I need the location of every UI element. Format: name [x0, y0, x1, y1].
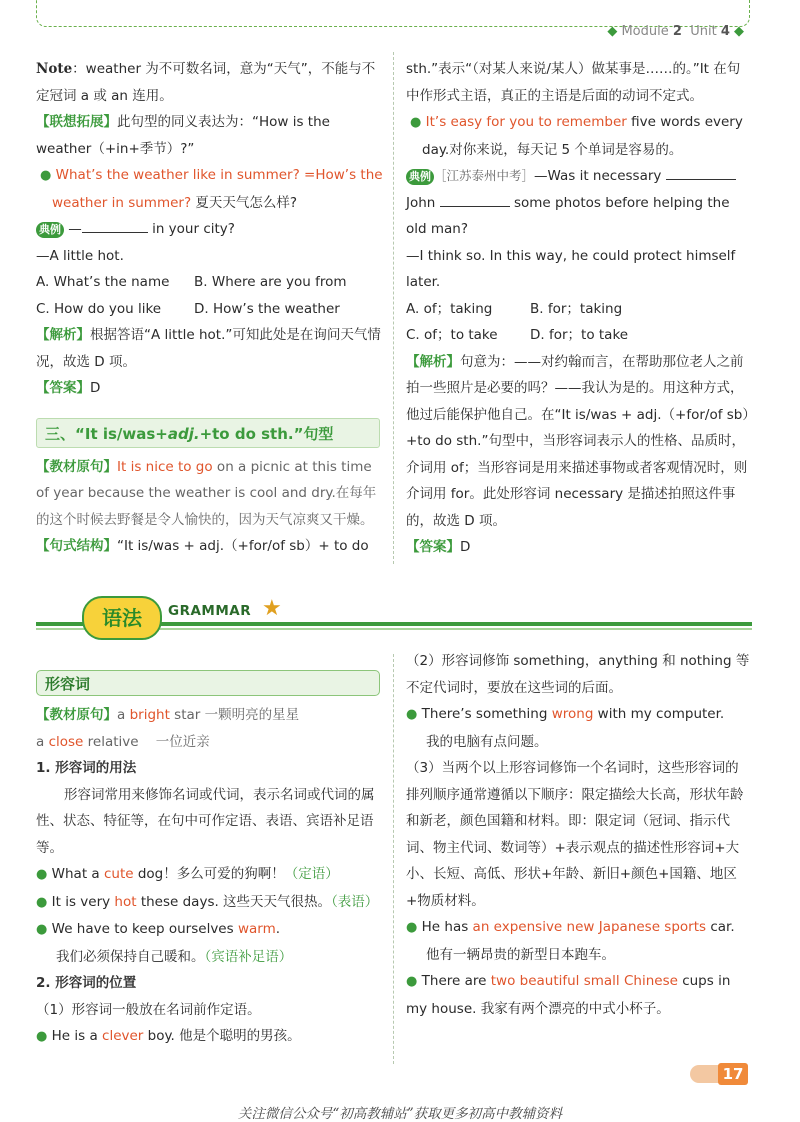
- adj-example-3: ● We have to keep ourselves warm.: [36, 921, 281, 937]
- page-number: 17: [718, 1063, 748, 1085]
- adj-example-6-cn: 他有一辆昂贵的新型日本跑车。: [426, 946, 615, 963]
- adj-textbook-2: a close relative 一位近亲: [36, 733, 210, 750]
- example-answer: —A little hot.: [36, 247, 124, 264]
- adj-position-title: 2. 形容词的位置: [36, 975, 137, 991]
- right-column-grammar: [406, 648, 752, 1022]
- exam-answer: 【答案】D: [406, 539, 471, 555]
- grammar-word: GRAMMAR: [168, 603, 252, 619]
- right-column-top: [406, 56, 752, 561]
- options-ab: A. What’s the name B. Where are you from: [36, 274, 347, 290]
- adj-example-5-cn: 我的电脑有点问题。: [426, 733, 548, 750]
- analysis: 【解析】根据答语“A little hot.”可知此处是在询问天气情况，故选 D 项。: [36, 327, 381, 370]
- column-divider-lower: [393, 654, 394, 1064]
- column-divider: [393, 52, 394, 564]
- page-number-badge: [690, 1063, 752, 1085]
- adj-textbook-1: 【教材原句】a bright star 一颗明亮的星星: [36, 707, 300, 723]
- module-unit-header: ◆ Module 2 Unit 4 ◆: [607, 24, 744, 39]
- assoc-example: ● What’s the weather like in summer? =How’s the weather in summer? 夏天天气怎么样?: [40, 167, 383, 211]
- adj-example-3-cn: 我们必须保持自己暖和。（宾语补足语）: [56, 948, 293, 965]
- left-column-grammar: [36, 668, 384, 1051]
- adj-position-1: （1）形容词一般放在名词前作定语。: [36, 1001, 261, 1018]
- adj-position-3: （3）当两个以上形容词修饰一个名词时，这些形容词的排列顺序通常遵循以下顺序：限定描绘大长高，形状年龄和新老，颜色国籍和材料。即：限定词（冠词、指示代词、物主代词、数词等）+表示观点的描述性形容词+大小、长短、高低、形状+年龄、新旧+颜色+国籍、地区+物质材料。: [406, 760, 744, 909]
- answer: 【答案】D: [36, 380, 101, 396]
- section3-textbook-sentence: 【教材原句】It is nice to go on a picnic at this time of year because the weather is cool and dry.在每年的这个时候去野餐是令人愉快的，因为天气凉爽又干燥。: [36, 458, 377, 528]
- exam-question: 典例 ［江苏泰州中考］—Was it necessary John some photos before helping the old man?: [406, 163, 752, 243]
- adj-example-2: ● It is very hot these days. 这些天天气很热。（表语）: [36, 893, 379, 910]
- structure-continued: sth.”表示“（对某人来说/某人）做某事是……的。”It 在句中作形式主语，真正的主语是后面的动词不定式。: [406, 61, 741, 104]
- exam-options-ab: A. of；taking B. for；taking: [406, 300, 623, 317]
- grammar-banner: [36, 592, 752, 642]
- example-question: 典例 — in your city?: [36, 216, 384, 243]
- section3-structure: 【句式结构】“It is/was + adj.（+for/of sb）+ to do: [36, 538, 369, 554]
- note-paragraph: Note：weather 为不可数名词，意为“天气”，不能与不定冠词 a 或 an 连用。: [36, 61, 376, 104]
- adj-example-7: ● There are two beautiful small Chinese cups in my house. 我家有两个漂亮的中式小杯子。: [406, 973, 731, 1017]
- structure-example: ● It’s easy for you to remember five words every day.对你来说，每天记 5 个单词是容易的。: [410, 114, 743, 158]
- adj-usage-text: 形容词常用来修饰名词或代词，表示名词或代词的属性、状态、特征等，在句中可作定语、表语、宾语补足语等。: [36, 786, 375, 856]
- adjective-title: 形容词: [36, 670, 380, 696]
- exam-analysis: 【解析】句意为：——对约翰而言，在帮助那位老人之前拍一些照片是必要的吗？——我认为是的。用这种方式，他过后能保护他自己。在“It is/was + adj.（+for/of sb）+to do sth.”句型中，当形容词表示人的性格、品质时，介词用 of；当形容词是用来描述事物或者客观情况时，则介词用 for。此处形容词 necessary 是描述拍照这件事的，故选 D 项。: [406, 353, 750, 529]
- section3-heading: 三、“It is/was+adj.+to do sth.”句型: [36, 418, 380, 448]
- exam-options-cd: C. of；to take D. for；to take: [406, 327, 629, 343]
- adj-example-6: ● He has an expensive new Japanese sports car.: [406, 919, 735, 935]
- top-frame: [36, 0, 750, 27]
- options-cd: C. How do you like D. How’s the weather: [36, 300, 340, 317]
- adj-example-5: ● There’s something wrong with my computer.: [406, 706, 725, 722]
- adj-example-1: ● What a cute dog！多么可爱的狗啊！（定语）: [36, 866, 339, 882]
- footer-note: 关注微信公众号“初高教辅站”获取更多初高中教辅资料: [237, 1106, 563, 1122]
- adj-position-2: （2）形容词修饰 something，anything 和 nothing 等不定代词时，要放在这些词的后面。: [406, 653, 750, 696]
- adj-usage-title: 1. 形容词的用法: [36, 760, 137, 776]
- exam-answer-line: —I think so. In this way, he could protect himself later.: [406, 247, 736, 290]
- left-column-top: [36, 56, 384, 560]
- assoc-paragraph: 【联想拓展】此句型的同义表达为：“How is the weather（+in+季节）?”: [36, 114, 330, 157]
- runner-icon: ★: [262, 596, 282, 621]
- adj-example-4: ● He is a clever boy. 他是个聪明的男孩。: [36, 1028, 301, 1044]
- grammar-badge: 语法: [82, 596, 162, 640]
